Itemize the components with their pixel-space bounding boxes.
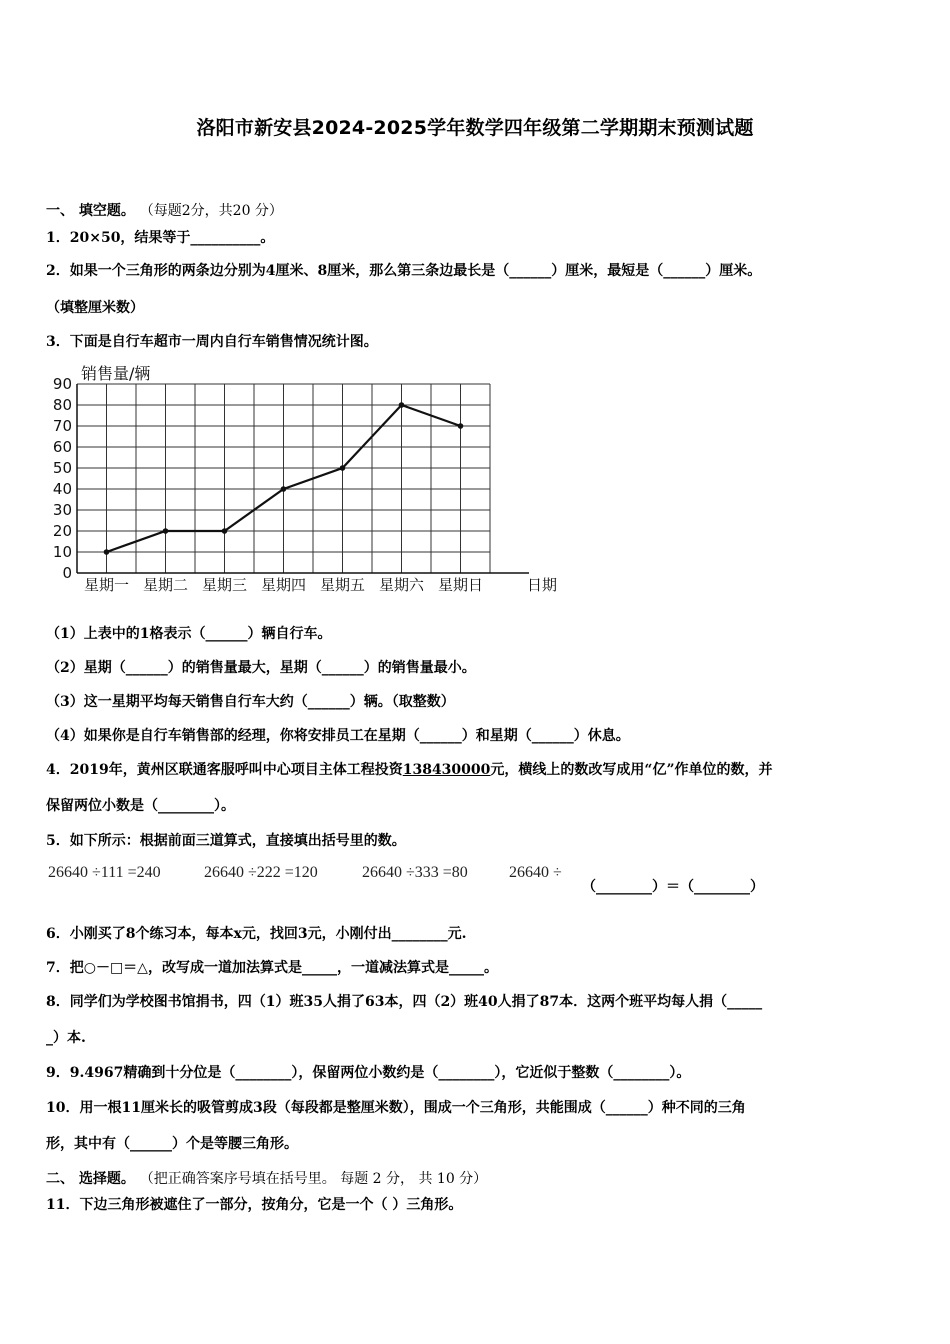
- y-tick-label: 10: [52, 543, 72, 561]
- section-1-note: （每题2分，共20 分）: [139, 203, 283, 219]
- question-3-part-2: （2）星期（______）的销售量最大，星期（______）的销售量最小。: [46, 660, 476, 676]
- data-point: [104, 549, 110, 555]
- question-5: 5．如下所示：根据前面三道算式，直接填出括号里的数。: [46, 833, 406, 849]
- x-tick-label: 星期二: [142, 576, 189, 594]
- y-tick-label: 30: [52, 501, 72, 519]
- question-10-line-2: 形，其中有（______）个是等腰三角形。: [46, 1136, 298, 1152]
- y-tick-label: 20: [52, 522, 72, 540]
- y-tick-label: 0: [62, 564, 72, 582]
- x-tick-label: 星期三: [201, 576, 248, 594]
- data-point: [222, 528, 228, 534]
- section-2-note: （把正确答案序号填在括号里。 每题 2 分， 共 10 分）: [139, 1171, 488, 1187]
- question-3-part-3: （3）这一星期平均每天销售自行车大约（______）辆。（取整数）: [46, 694, 455, 710]
- y-tick-label: 90: [52, 375, 72, 393]
- section-1-heading: [46, 201, 283, 221]
- x-tick-label: 星期六: [378, 576, 425, 594]
- question-10: 10．用一根11厘米长的吸管剪成3段（每段都是整厘米数），围成一个三角形，共能围成（______）种不同的三角: [46, 1100, 746, 1116]
- equation-1: 26640 ÷111 =240: [48, 864, 161, 881]
- question-9: 9．9.4967精确到十分位是（________），保留两位小数约是（________），它近似于整数（________）。: [46, 1065, 691, 1081]
- y-tick-label: 40: [52, 480, 72, 498]
- question-8-line-2: _）本.: [46, 1030, 86, 1046]
- section-2-heading: [46, 1169, 487, 1189]
- y-tick-label: 50: [52, 459, 72, 477]
- question-4-text-end: 元，横线上的数改写成用“亿”作单位的数，并: [490, 762, 773, 778]
- page-title: 洛阳市新安县2024-2025学年数学四年级第二学期期末预测试题: [196, 117, 754, 139]
- data-point: [281, 486, 287, 492]
- question-4-text-start: 4．2019年，黄州区联通客服呼叫中心项目主体工程投资: [46, 762, 403, 778]
- question-4-line-2: 保留两位小数是（________）。: [46, 798, 235, 814]
- question-7: 7．把○－□＝△，改写成一道加法算式是_____，一道减法算式是_____。: [46, 960, 498, 976]
- equation-3: 26640 ÷333 =80: [362, 864, 468, 881]
- section-2-title: 二、 选择题。: [46, 1171, 135, 1187]
- question-3-part-4: （4）如果你是自行车销售部的经理，你将安排员工在星期（______）和星期（______）休息。: [46, 728, 630, 744]
- data-point: [458, 423, 464, 429]
- sales-line-chart: [44, 360, 574, 600]
- x-tick-label: 星期四: [260, 576, 307, 594]
- y-tick-label: 60: [52, 438, 72, 456]
- question-3: 3．下面是自行车超市一周内自行车销售情况统计图。: [46, 334, 378, 350]
- section-1-title: 一、 填空题。: [46, 203, 135, 219]
- y-axis-label: 销售量/辆: [81, 364, 151, 383]
- data-point: [399, 402, 405, 408]
- data-point: [340, 465, 346, 471]
- question-1: 1．20×50，结果等于__________。: [46, 230, 275, 246]
- question-11: 11．下边三角形被遮住了一部分，按角分，它是一个（ ）三角形。: [46, 1197, 463, 1213]
- question-2: 2．如果一个三角形的两条边分别为4厘米、8厘米，那么第三条边最长是（______）厘米，最短是（______）厘米。: [46, 263, 762, 279]
- equation-2: 26640 ÷222 =120: [204, 864, 318, 881]
- y-tick-label: 70: [52, 417, 72, 435]
- x-tick-label: 星期日: [437, 576, 484, 594]
- question-4-number: 138430000: [402, 762, 491, 778]
- y-tick-label: 80: [52, 396, 72, 414]
- x-tick-label: 星期五: [319, 576, 366, 594]
- equation-4-answer: （________）＝（________）: [582, 879, 764, 895]
- equation-4: 26640 ÷: [509, 864, 562, 881]
- question-2-note: （填整厘米数）: [46, 300, 144, 316]
- data-point: [163, 528, 169, 534]
- question-6: 6．小刚买了8个练习本，每本x元，找回3元，小刚付出________元.: [46, 926, 467, 942]
- question-4: [46, 760, 773, 780]
- x-tick-label: 星期一: [83, 576, 130, 594]
- question-3-part-1: （1）上表中的1格表示（______）辆自行车。: [46, 626, 332, 642]
- question-8: 8．同学们为学校图书馆捐书，四（1）班35人捐了63本，四（2）班40人捐了87本．这两个班平均每人捐（_____: [46, 994, 763, 1010]
- x-axis-label: 日期: [526, 576, 558, 594]
